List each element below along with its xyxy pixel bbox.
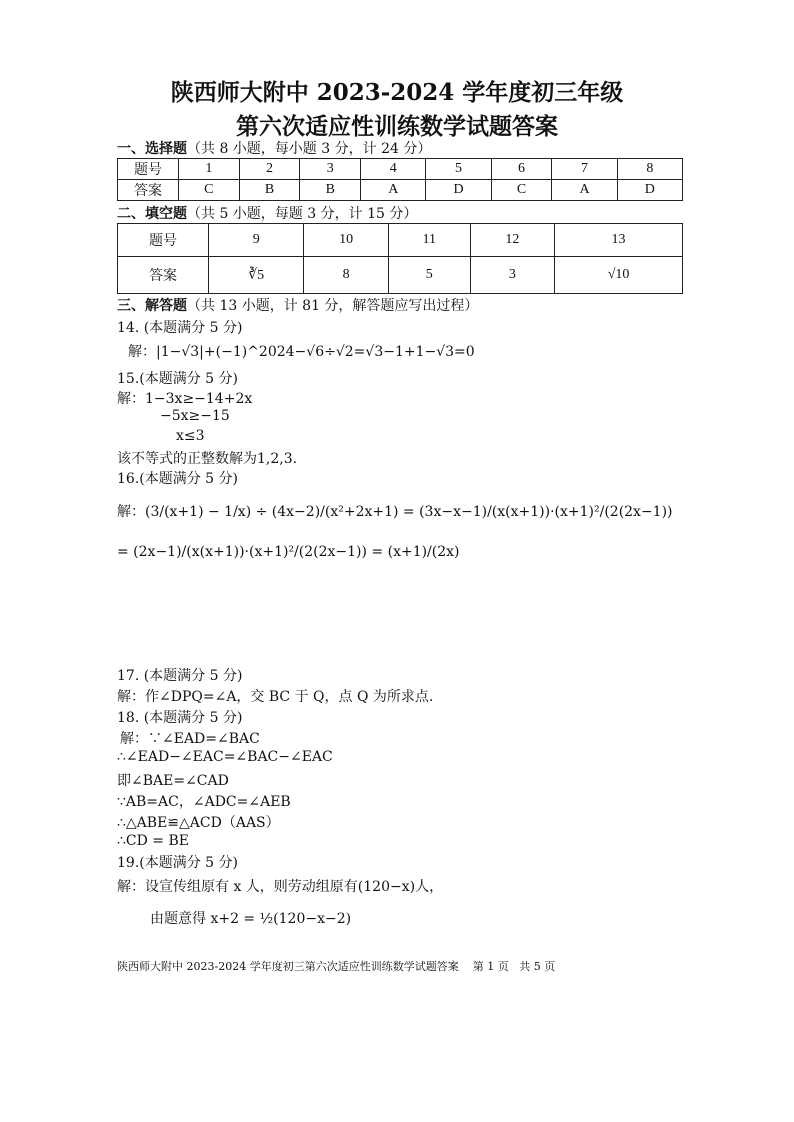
table-cell: 13 bbox=[555, 224, 683, 257]
table-row bbox=[118, 180, 683, 201]
q18-step2: ∴∠EAD−∠EAC=∠BAC−∠EAC bbox=[117, 749, 333, 765]
page-title-line2: 第六次适应性训练数学试题答案 bbox=[236, 113, 558, 140]
fill-answer-table bbox=[117, 223, 683, 294]
table-cell: 9 bbox=[209, 224, 304, 257]
section2-note: （共 5 小题，每题 3 分，计 15 分） bbox=[187, 206, 418, 222]
section1-title: 一、选择题 bbox=[117, 141, 187, 157]
q18-step3: 即∠BAE=∠CAD bbox=[117, 773, 229, 789]
q18-step4: ∵AB=AC，∠ADC=∠AEB bbox=[117, 794, 291, 810]
q14-label: 14. (本题满分 5 分) bbox=[117, 320, 243, 336]
page-title-line1: 陕西师大附中 2023-2024 学年度初三年级 bbox=[170, 79, 624, 106]
table-cell: D bbox=[617, 180, 682, 201]
table-cell: 8 bbox=[617, 159, 682, 180]
q15-step2: −5x≥−15 bbox=[160, 408, 230, 424]
table-cell: C bbox=[491, 180, 552, 201]
table-cell: D bbox=[426, 180, 491, 201]
q15-conclusion: 该不等式的正整数解为1,2,3. bbox=[117, 451, 298, 467]
section3-title: 三、解答题 bbox=[117, 298, 187, 314]
table-cell: A bbox=[552, 180, 617, 201]
q18-step6: ∴CD = BE bbox=[117, 833, 189, 849]
row-label-number: 题号 bbox=[118, 159, 179, 180]
table-cell: 6 bbox=[491, 159, 552, 180]
table-cell: 10 bbox=[304, 224, 389, 257]
table-cell: 2 bbox=[239, 159, 300, 180]
table-cell: 7 bbox=[552, 159, 617, 180]
q19-step2: 由题意得 x+2 = ½(120−x−2) bbox=[150, 911, 352, 927]
table-cell: 3 bbox=[300, 159, 361, 180]
q15-label: 15.(本题满分 5 分) bbox=[117, 371, 238, 387]
table-cell: B bbox=[239, 180, 300, 201]
table-cell: √10 bbox=[555, 257, 683, 294]
table-cell: C bbox=[179, 180, 240, 201]
q14-solution: 解：|1−√3|+(−1)^2024−√6÷√2=√3−1+1−√3=0 bbox=[128, 344, 475, 360]
table-cell: 12 bbox=[470, 224, 555, 257]
row-label-answer: 答案 bbox=[118, 180, 179, 201]
q19-step1: 解：设宣传组原有 x 人，则劳动组原有(120−x)人， bbox=[117, 879, 444, 895]
q18-step5: ∴△ABE≌△ACD（AAS） bbox=[117, 815, 280, 831]
section1-heading bbox=[117, 138, 431, 158]
row-label-number: 题号 bbox=[118, 224, 209, 257]
q16-solution: 解：(3/(x+1) − 1/x) ÷ (4x−2)/(x²+2x+1) = (3x−x−1)/(x(x+1))·(x+1)²/(2(2x−1)) = (2x−1)/(x(x+1))·(x+1)²/(2(2x−1)) = (x+1)/(2x) bbox=[117, 504, 673, 560]
footer-text: 陕西师大附中 2023-2024 学年度初三第六次适应性训练数学试题答案 bbox=[117, 960, 459, 973]
table-cell: 11 bbox=[388, 224, 470, 257]
q16-label: 16.(本题满分 5 分) bbox=[117, 471, 238, 487]
table-cell: ∛5 bbox=[209, 257, 304, 294]
table-row bbox=[118, 257, 683, 294]
footer-page: 第 1 页 bbox=[472, 960, 509, 973]
q18-step1: 解：∵∠EAD=∠BAC bbox=[120, 731, 260, 747]
q15-step3: x≤3 bbox=[176, 428, 205, 444]
table-cell: 5 bbox=[426, 159, 491, 180]
table-row bbox=[118, 159, 683, 180]
section2-title: 二、填空题 bbox=[117, 206, 187, 222]
q19-label: 19.(本题满分 5 分) bbox=[117, 855, 238, 871]
section3-heading bbox=[117, 295, 478, 315]
page-footer bbox=[117, 958, 555, 974]
table-cell: 5 bbox=[388, 257, 470, 294]
footer-total: 共 5 页 bbox=[519, 960, 556, 973]
table-cell: 4 bbox=[361, 159, 426, 180]
table-cell: B bbox=[300, 180, 361, 201]
table-cell: 8 bbox=[304, 257, 389, 294]
q17-label: 17. (本题满分 5 分) bbox=[117, 668, 243, 684]
section1-note: （共 8 小题，每小题 3 分，计 24 分） bbox=[187, 141, 432, 157]
q18-label: 18. (本题满分 5 分) bbox=[117, 710, 243, 726]
table-cell: 1 bbox=[179, 159, 240, 180]
q17-solution: 解：作∠DPQ=∠A，交 BC 于 Q，点 Q 为所求点. bbox=[117, 689, 434, 705]
table-cell: 3 bbox=[470, 257, 555, 294]
table-cell: A bbox=[361, 180, 426, 201]
table-row bbox=[118, 224, 683, 257]
section2-heading bbox=[117, 203, 417, 223]
row-label-answer: 答案 bbox=[118, 257, 209, 294]
q15-step1: 解：1−3x≥−14+2x bbox=[117, 391, 253, 407]
section3-note: （共 13 小题，计 81 分，解答题应写出过程） bbox=[187, 298, 479, 314]
choice-answer-table bbox=[117, 158, 683, 201]
